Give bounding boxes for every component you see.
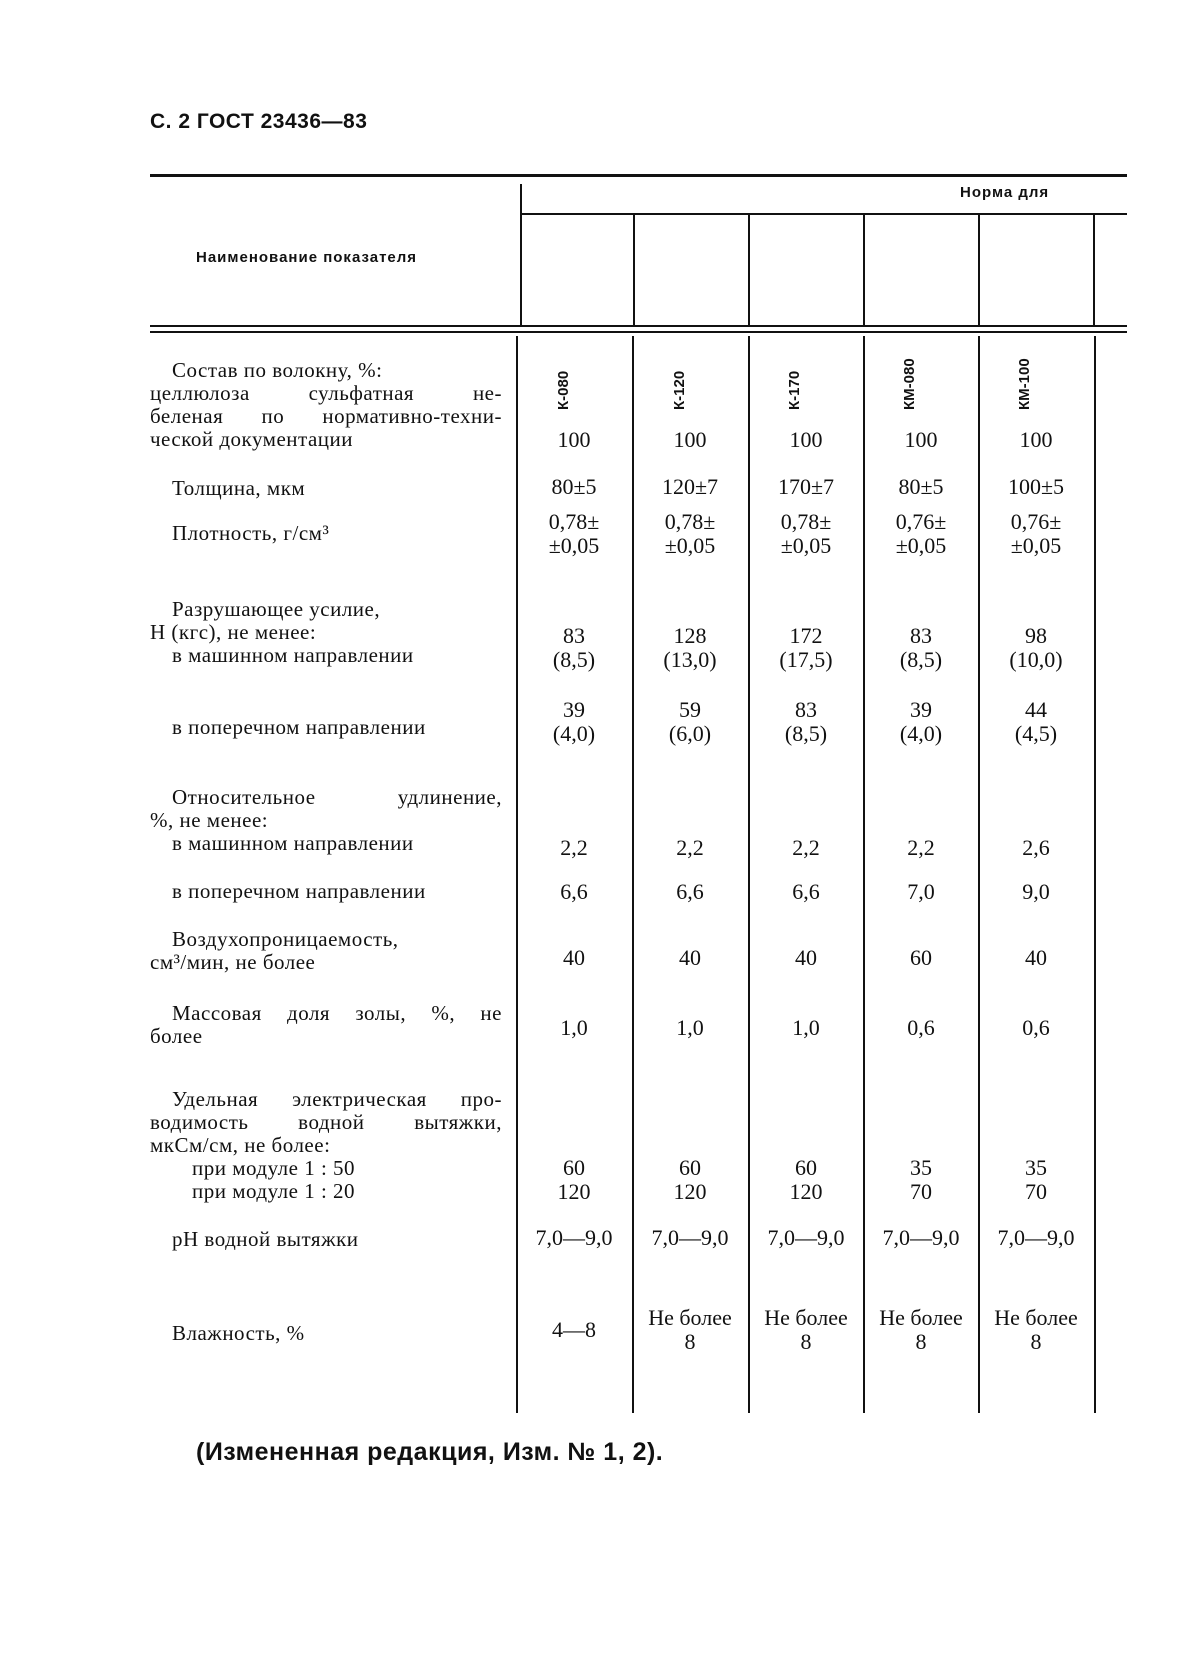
table-cell: 40 [563, 945, 585, 970]
table-cell: 7,0—9,0 [651, 1225, 729, 1250]
table-cell: Не более 8 [648, 1305, 732, 1354]
table-cell: 0,78± ±0,05 [548, 509, 600, 558]
table-cell: 0,78± ±0,05 [664, 509, 716, 558]
header-rule-1 [150, 325, 1127, 327]
row-label-line: Плотность, г/см³ [172, 521, 330, 545]
table-cell: 1,0 [560, 1015, 588, 1040]
table-cell: 1,0 [792, 1015, 820, 1040]
table-cell: 80±5 [898, 474, 944, 499]
row-label-line: беленая по нормативно-техни- [150, 404, 502, 428]
row-label-line: Влажность, % [172, 1321, 305, 1345]
col-divider [863, 336, 865, 1413]
column-header: К-120 [671, 370, 688, 410]
col-divider [516, 336, 518, 1413]
amendment-note: (Измененная редакция, Изм. № 1, 2). [196, 1438, 664, 1466]
table-cell: 60 120 [673, 1155, 707, 1204]
col-divider [1093, 215, 1095, 326]
table-cell: 4—8 [552, 1317, 596, 1342]
table-cell: 40 [795, 945, 817, 970]
col-divider [863, 215, 865, 326]
col-divider [1094, 336, 1096, 1413]
table-cell: 100 [904, 427, 938, 452]
col-divider [632, 336, 634, 1413]
row-label-line: водимость водной вытяжки, [150, 1110, 502, 1134]
table-top-rule [150, 174, 1127, 177]
table-cell: 0,6 [1022, 1015, 1050, 1040]
col-divider [633, 215, 635, 326]
table-cell: 6,6 [676, 879, 704, 904]
table-cell: 40 [1025, 945, 1047, 970]
table-cell: 172 (17,5) [779, 623, 833, 672]
row-label-line: см³/мин, не более [150, 950, 316, 974]
header-rule-2 [150, 331, 1127, 333]
table-cell: 83 (8,5) [899, 623, 943, 672]
col-divider [520, 184, 522, 326]
row-label-line: Разрушающее усилие, [172, 597, 381, 621]
table-cell: 40 [679, 945, 701, 970]
table-cell: 59 (6,0) [668, 697, 712, 746]
column-header: КМ-100 [1016, 358, 1033, 410]
column-header: КМ-080 [901, 358, 918, 410]
table-cell: 7,0—9,0 [535, 1225, 613, 1250]
row-label-line: Массовая доля золы, %, не [172, 1001, 502, 1025]
row-label-line: более [150, 1024, 203, 1048]
table-cell: 120±7 [661, 474, 719, 499]
table-cell: 0,78± ±0,05 [780, 509, 832, 558]
norma-header: Норма для [960, 184, 1050, 201]
row-label-line: %, не менее: [150, 808, 269, 832]
table-cell: 7,0—9,0 [997, 1225, 1075, 1250]
table-cell: 2,2 [560, 835, 588, 860]
row-label-line: мкСм/см, не более: [150, 1133, 331, 1157]
table-cell: 0,76± ±0,05 [1010, 509, 1062, 558]
table-cell: 39 (4,0) [899, 697, 943, 746]
row-label-line: при модуле 1 : 50 [192, 1156, 356, 1180]
table-cell: 100 [789, 427, 823, 452]
row-label-line: целлюлоза сульфатная не- [150, 381, 502, 405]
name-column-header: Наименование показателя [196, 249, 418, 266]
table-cell: 98 (10,0) [1009, 623, 1063, 672]
table-cell: 2,2 [792, 835, 820, 860]
table-cell: 2,6 [1022, 835, 1050, 860]
col-divider [978, 215, 980, 326]
col-divider [978, 336, 980, 1413]
table-cell: 100±5 [1007, 474, 1065, 499]
table-cell: 35 70 [910, 1155, 932, 1204]
row-label-line: Воздухопроницаемость, [172, 927, 399, 951]
row-label-line: рН водной вытяжки [172, 1227, 359, 1251]
row-label-line: в поперечном направлении [172, 715, 426, 739]
row-label-line: Удельная электрическая про- [172, 1087, 502, 1111]
table-cell: 2,2 [907, 835, 935, 860]
table-cell: 7,0—9,0 [767, 1225, 845, 1250]
table-cell: 128 (13,0) [663, 623, 717, 672]
table-cell: 2,2 [676, 835, 704, 860]
row-label-line: Относительное удлинение, [172, 785, 502, 809]
table-cell: 6,6 [792, 879, 820, 904]
table-cell: Не более 8 [994, 1305, 1078, 1354]
table-cell: 60 120 [789, 1155, 823, 1204]
column-header: К-170 [786, 370, 803, 410]
column-header: К-080 [555, 370, 572, 410]
row-label-line: в поперечном направлении [172, 879, 426, 903]
col-divider [748, 215, 750, 326]
table-cell: 1,0 [676, 1015, 704, 1040]
col-divider [748, 336, 750, 1413]
table-cell: 0,76± ±0,05 [895, 509, 947, 558]
table-cell: 100 [1019, 427, 1053, 452]
row-label-line: при модуле 1 : 20 [192, 1179, 356, 1203]
table-cell: 35 70 [1025, 1155, 1047, 1204]
row-label-line: в машинном направлении [172, 831, 414, 855]
table-cell: 83 (8,5) [552, 623, 596, 672]
row-label-line: в машинном направлении [172, 643, 414, 667]
row-label-line: Состав по волокну, %: [172, 358, 383, 382]
table-cell: 83 (8,5) [784, 697, 828, 746]
table-cell: 7,0—9,0 [882, 1225, 960, 1250]
table-cell: 6,6 [560, 879, 588, 904]
table-cell: Не более 8 [879, 1305, 963, 1354]
row-label-line: Н (кгс), не менее: [150, 620, 317, 644]
table-cell: 39 (4,0) [552, 697, 596, 746]
page-header: С. 2 ГОСТ 23436—83 [150, 110, 368, 133]
table-cell: 7,0 [907, 879, 935, 904]
table-cell: 170±7 [777, 474, 835, 499]
table-cell: 100 [673, 427, 707, 452]
row-label-line: Толщина, мкм [172, 476, 306, 500]
table-cell: 0,6 [907, 1015, 935, 1040]
table-cell: Не более 8 [764, 1305, 848, 1354]
table-cell: 100 [557, 427, 591, 452]
table-cell: 60 120 [557, 1155, 591, 1204]
table-cell: 9,0 [1022, 879, 1050, 904]
row-label-line: ческой документации [150, 427, 353, 451]
table-cell: 60 [910, 945, 932, 970]
norma-underline [520, 213, 1127, 215]
table-cell: 80±5 [551, 474, 597, 499]
table-cell: 44 (4,5) [1014, 697, 1058, 746]
